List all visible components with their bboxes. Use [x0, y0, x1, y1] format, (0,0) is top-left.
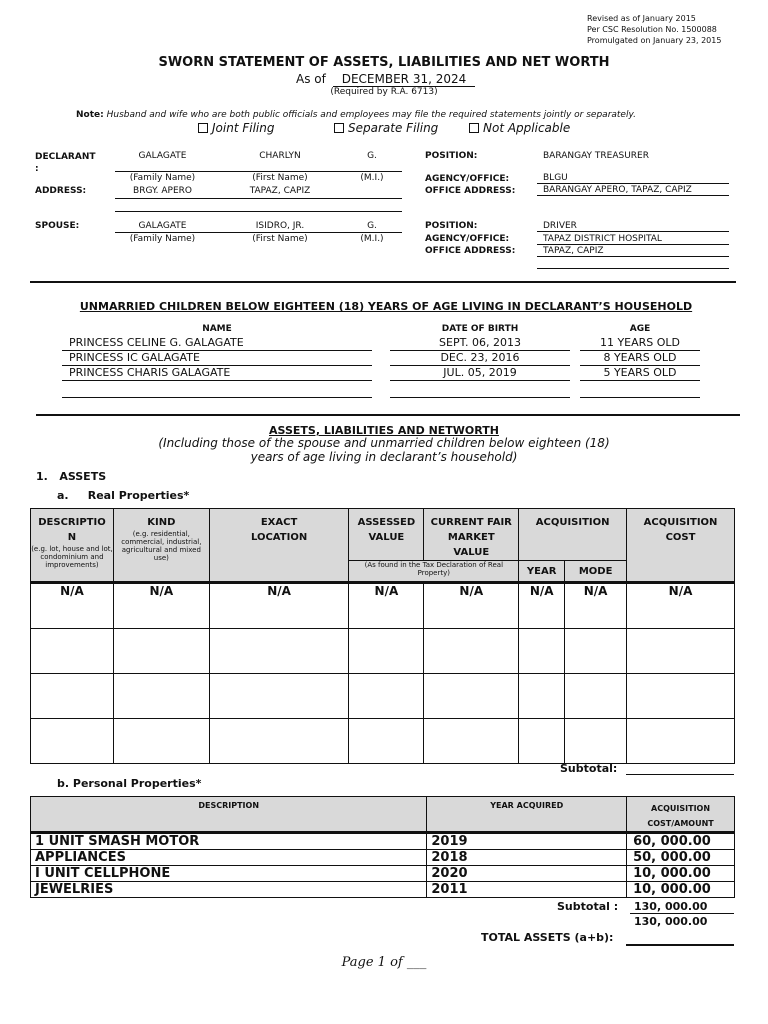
- spouse-first-caption: (First Name): [252, 234, 308, 244]
- table-row: [31, 850, 735, 866]
- declarant-first-name: CHARLYN: [259, 151, 301, 161]
- header-text: MARKET: [447, 532, 495, 543]
- header-location: [209, 509, 349, 583]
- children-age-header: AGE: [629, 324, 651, 334]
- cell: 2018: [427, 850, 627, 866]
- option-label: Joint Filing: [212, 121, 275, 135]
- header-year: YEAR: [519, 561, 565, 583]
- header-note: (e.g. lot, house and lot, condominium and improvements): [31, 545, 113, 569]
- promulgated-text: Promulgated on January 23, 2015: [587, 36, 722, 45]
- assets-label: 1. ASSETS: [36, 470, 107, 483]
- child-age: 11 YEARS OLD: [580, 336, 700, 351]
- cell: 10, 000.00: [627, 866, 735, 882]
- agency-label: AGENCY/OFFICE:: [425, 174, 510, 184]
- real-subtotal-line: [626, 774, 734, 775]
- note-label: Note:: [76, 110, 104, 120]
- cell: N/A: [113, 583, 209, 629]
- child-name: PRINCESS CELINE G. GALAGATE: [62, 336, 372, 351]
- table-row: [31, 629, 735, 674]
- header-acquisition-cost: [627, 797, 735, 833]
- personal-subtotal-value: 130, 000.00: [630, 900, 734, 914]
- children-name-header: NAME: [202, 324, 232, 334]
- cell: 50, 000.00: [627, 850, 735, 866]
- cell: N/A: [519, 583, 565, 629]
- spouse-office-line-extra: [537, 268, 729, 269]
- declarant-agency: BLGU: [537, 173, 729, 184]
- header-text: VALUE: [453, 547, 490, 558]
- children-heading: UNMARRIED CHILDREN BELOW EIGHTEEN (18) YEARS OF AGE LIVING IN DECLARANT’S HOUSEHOLD: [79, 300, 693, 313]
- office-address-label: OFFICE ADDRESS:: [425, 186, 516, 196]
- divider: [36, 414, 740, 416]
- cell: 10, 000.00: [627, 882, 735, 898]
- declarant-name-line: [115, 171, 402, 172]
- cell: 2020: [427, 866, 627, 882]
- table-row: [31, 833, 735, 850]
- header-text: KIND: [147, 517, 176, 528]
- child-name: PRINCESS IC GALAGATE: [62, 351, 372, 366]
- grand-subtotal-value: 130, 000.00: [634, 915, 708, 928]
- table-row: [31, 583, 735, 629]
- declarant-family-name: GALAGATE: [138, 151, 187, 161]
- spouse-office-address: TAPAZ, CAPIZ: [537, 246, 729, 257]
- cell: 2011: [427, 882, 627, 898]
- header-year-acquired: YEAR ACQUIRED: [427, 797, 627, 833]
- mi-caption: (M.I.): [360, 173, 384, 183]
- spouse-agency: TAPAZ DISTRICT HOSPITAL: [537, 234, 729, 245]
- alnw-heading: ASSETS, LIABILITIES AND NETWORTH: [269, 424, 499, 437]
- total-assets-label: TOTAL ASSETS (a+b):: [481, 931, 614, 944]
- child-name: PRINCESS CHARIS GALAGATE: [62, 366, 372, 381]
- child-dob: SEPT. 06, 2013: [390, 336, 570, 351]
- cell: N/A: [31, 583, 114, 629]
- form-meta: [587, 13, 721, 46]
- spouse-mi: G.: [367, 221, 377, 231]
- header-text: VALUE: [368, 532, 405, 543]
- not-applicable-option[interactable]: [469, 121, 570, 135]
- position-label: POSITION:: [425, 151, 478, 161]
- table-row: [31, 882, 735, 898]
- spouse-name-line: [115, 232, 402, 233]
- header-mode: MODE: [565, 561, 627, 583]
- header-text: COST: [665, 532, 696, 543]
- cell: JEWELRIES: [31, 882, 427, 898]
- first-name-caption: (First Name): [252, 173, 308, 183]
- checkbox-icon: [198, 123, 208, 133]
- address-line-extra: [115, 211, 402, 212]
- header-kind: [113, 509, 209, 583]
- header-text: COST/AMOUNT: [647, 819, 714, 828]
- spouse-agency-label: AGENCY/OFFICE:: [425, 234, 510, 244]
- required-by: (Required by R.A. 6713): [330, 87, 438, 97]
- declarant-mi: G.: [367, 151, 377, 161]
- personal-properties-table: [30, 796, 735, 898]
- address-line-2: TAPAZ, CAPIZ: [249, 186, 311, 196]
- page-title: SWORN STATEMENT OF ASSETS, LIABILITIES AND NET WORTH: [158, 55, 610, 70]
- child-name-blank: [62, 383, 372, 398]
- header-description: DESCRIPTION: [31, 797, 427, 833]
- cell: APPLIANCES: [31, 850, 427, 866]
- cell: I UNIT CELLPHONE: [31, 866, 427, 882]
- header-text: EXACT: [260, 517, 298, 528]
- header-text: LOCATION: [250, 532, 308, 543]
- resolution-text: Per CSC Resolution No. 1500088: [587, 25, 717, 34]
- tax-declaration-note: (As found in the Tax Declaration of Real Property): [349, 561, 519, 583]
- spouse-first-name: ISIDRO, JR.: [255, 221, 305, 231]
- divider: [30, 281, 736, 283]
- child-age: 5 YEARS OLD: [580, 366, 700, 381]
- children-dob-header: DATE OF BIRTH: [441, 324, 519, 334]
- as-of-label: As of: [296, 72, 326, 86]
- address-line: [115, 198, 402, 199]
- header-description: [31, 509, 114, 583]
- cell: N/A: [349, 583, 424, 629]
- note-text: Husband and wife who are both public officials and employees may file the required statements jointly or separately.: [106, 110, 636, 120]
- address-label: ADDRESS:: [35, 186, 87, 196]
- personal-subtotal-label: Subtotal :: [557, 900, 619, 913]
- spouse-mi-caption: (M.I.): [360, 234, 384, 244]
- header-note: (e.g. residential, commercial, industrial, agricultural and mixed use): [121, 530, 202, 562]
- spouse-family-caption: (Family Name): [129, 234, 196, 244]
- cell: 2019: [427, 833, 627, 850]
- header-text: ACQUISITION: [643, 517, 718, 528]
- child-age: 8 YEARS OLD: [580, 351, 700, 366]
- cell: 1 UNIT SMASH MOTOR: [31, 833, 427, 850]
- table-row: [31, 866, 735, 882]
- family-name-caption: (Family Name): [129, 173, 196, 183]
- cell: N/A: [627, 583, 735, 629]
- header-text: CURRENT FAIR: [430, 517, 512, 528]
- separate-filing-option[interactable]: [334, 121, 438, 135]
- table-row: [31, 674, 735, 719]
- cell: N/A: [209, 583, 349, 629]
- declarant-label: DECLARANT :: [35, 152, 96, 174]
- joint-filing-option[interactable]: [198, 121, 274, 135]
- header-text: ACQUISITION: [535, 517, 610, 528]
- option-label: Not Applicable: [483, 121, 571, 135]
- children-list: [62, 336, 372, 398]
- real-subtotal-label: Subtotal:: [560, 762, 618, 775]
- children-dob-list: [390, 336, 570, 398]
- spouse-office-label: OFFICE ADDRESS:: [425, 246, 516, 256]
- header-fair-value: [424, 509, 519, 561]
- declarant-office-address: BARANGAY APERO, TAPAZ, CAPIZ: [537, 185, 729, 196]
- spouse-family-name: GALAGATE: [138, 221, 187, 231]
- real-properties-table: [30, 508, 735, 764]
- spouse-label: SPOUSE:: [35, 221, 80, 231]
- alnw-subtitle-1: (Including those of the spouse and unmarried children below eighteen (18): [158, 436, 610, 450]
- revised-text: Revised as of January 2015: [587, 14, 696, 23]
- page-footer: Page 1 of ___: [341, 955, 427, 970]
- header-assessed: [349, 509, 424, 561]
- option-label: Separate Filing: [348, 121, 439, 135]
- child-age-blank: [580, 383, 700, 398]
- header-acquisition-cost: [627, 509, 735, 583]
- as-of-date: DECEMBER 31, 2024: [333, 72, 475, 87]
- table-row: [31, 719, 735, 764]
- children-age-list: [580, 336, 700, 398]
- note: [76, 110, 636, 120]
- header-text: DESCRIPTIO: [38, 517, 106, 528]
- header-text: ACQUISITION: [651, 804, 711, 813]
- address-line-1: BRGY. APERO: [133, 186, 192, 196]
- child-dob: JUL. 05, 2019: [390, 366, 570, 381]
- child-dob: DEC. 23, 2016: [390, 351, 570, 366]
- checkbox-icon: [334, 123, 344, 133]
- cell: N/A: [424, 583, 519, 629]
- checkbox-icon: [469, 123, 479, 133]
- personal-properties-label: b. Personal Properties*: [57, 777, 202, 790]
- alnw-subtitle-2: years of age living in declarant’s household): [250, 450, 518, 464]
- spouse-position-label: POSITION:: [425, 221, 478, 231]
- spouse-position: DRIVER: [537, 221, 729, 232]
- header-acquisition: [519, 509, 627, 561]
- header-text: N: [67, 532, 77, 543]
- total-assets-line: [626, 944, 734, 946]
- real-properties-label: a. Real Properties*: [57, 489, 190, 502]
- child-dob-blank: [390, 383, 570, 398]
- cell: N/A: [565, 583, 627, 629]
- header-text: ASSESSED: [357, 517, 416, 528]
- cell: 60, 000.00: [627, 833, 735, 850]
- declarant-position: BARANGAY TREASURER: [543, 151, 649, 161]
